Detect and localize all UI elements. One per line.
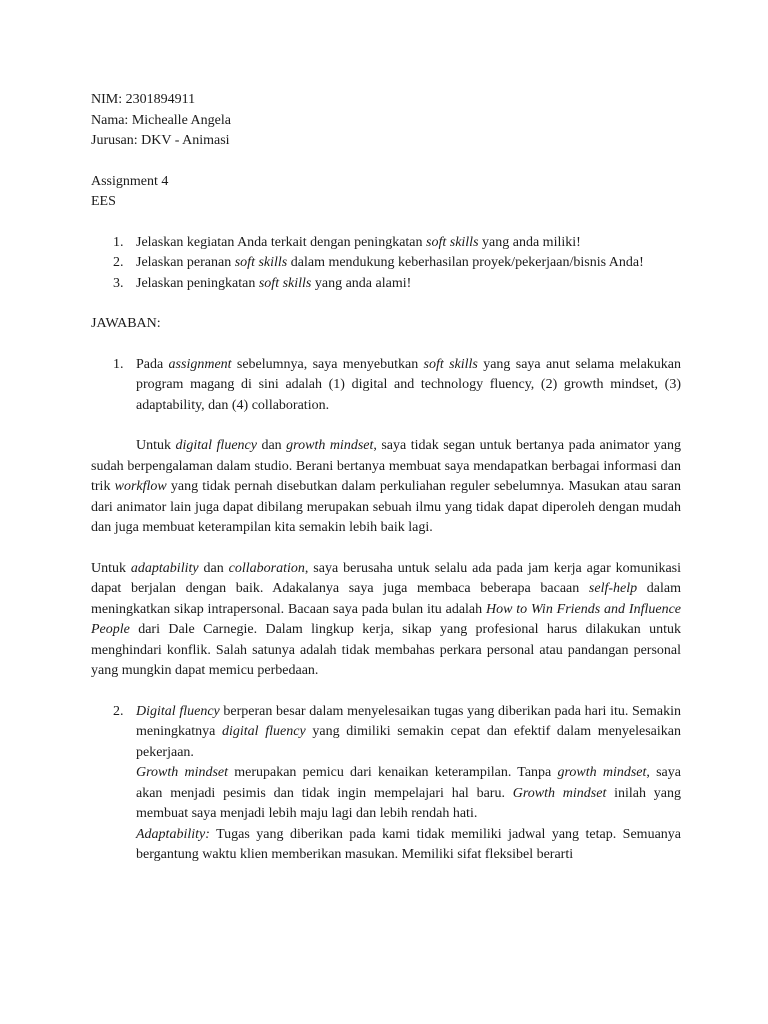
question-text: Jelaskan kegiatan Anda terkait dengan peningkatan soft skills yang anda miliki!: [136, 234, 581, 250]
answer-item-2: [91, 702, 681, 866]
assignment-title: Assignment 4: [91, 173, 169, 189]
question-number: 1.: [113, 234, 124, 250]
answer-text: Pada assignment sebelumnya, saya menyebutkan soft skills yang saya anut selama melakukan program magang di sini adalah (1) digital and technology fluency, (2) growth mindset, (3) adaptability, dan (4) collaboration.: [136, 356, 681, 413]
question-item: [91, 253, 681, 274]
answer-item-1: [91, 355, 681, 417]
question-number: 3.: [113, 275, 124, 291]
question-item: [91, 233, 681, 254]
answer-number: 1.: [113, 356, 124, 372]
nim-line: NIM: 2301894911: [91, 92, 196, 107]
adaptability-paragraph: Adaptability: Tugas yang diberikan pada kami tidak memiliki jadwal yang tetap. Semuanya bergantung waktu klien memberikan masukan. Memiliki sifat fleksibel berarti: [136, 826, 681, 862]
digital-fluency-paragraph: Digital fluency berperan besar dalam menyelesaikan tugas yang diberikan pada hari itu. Semakin meningkatnya digital fluency yang dimiliki semakin cepat dan efektif dalam menyelesaikan pekerjaan.: [136, 703, 681, 760]
major-line: Jurusan: DKV - Animasi: [91, 133, 230, 148]
answer-text: [136, 702, 681, 866]
answer-number: 2.: [113, 703, 124, 719]
question-number: 2.: [113, 255, 124, 270]
question-text: Jelaskan peranan soft skills dalam mendukung keberhasilan proyek/pekerjaan/bisnis Anda!: [136, 255, 644, 270]
course-code: EES: [91, 194, 116, 209]
name-line: Nama: Michealle Angela: [91, 112, 231, 128]
question-list: [91, 233, 681, 295]
paragraph-adaptability-collaboration: Untuk adaptability dan collaboration, saya berusaha untuk selalu ada pada jam kerja agar komunikasi dapat berjalan dengan baik. Adakalanya saya juga membaca beberapa bacaan self-help dalam meningkatkan sikap intrapersonal. Bacaan saya pada bulan itu adalah How to Win Friends and Influence People dari Dale Carnegie. Dalam lingkup kerja, sikap yang profesional harus dilakukan untuk menghindari konflik. Salah satunya adalah tidak membahas perkara personal atau pandangan personal yang mungkin dapat memicu perbedaan.: [91, 560, 682, 678]
question-text: Jelaskan peningkatan soft skills yang anda alami!: [136, 275, 412, 291]
growth-mindset-paragraph: Growth mindset merupakan pemicu dari kenaikan keterampilan. Tanpa growth mindset, saya akan menjadi pesimis dan tidak ingin mempelajari hal baru. Growth mindset inilah yang membuat saya menjadi lebih maju lagi dan lebih rendah hati.: [136, 765, 681, 821]
question-item: [91, 274, 681, 295]
paragraph-digital-growth: Untuk digital fluency dan growth mindset, saya tidak segan untuk bertanya pada animator yang sudah berpengalaman dalam studio. Berani bertanya membuat saya mendapatkan berbagai informasi dan trik workflow yang tidak pernah disebutkan dalam perkuliahan reguler sebelumnya. Masukan atau saran dari animator lain juga dapat dibilang merupakan sebuah ilmu yang tidak dapat diperoleh dengan mudah dan juga membuat keterampilan kita semakin lebih baik lagi.: [91, 438, 682, 535]
answer-heading: JAWABAN:: [91, 316, 161, 331]
document-body: [91, 90, 681, 866]
